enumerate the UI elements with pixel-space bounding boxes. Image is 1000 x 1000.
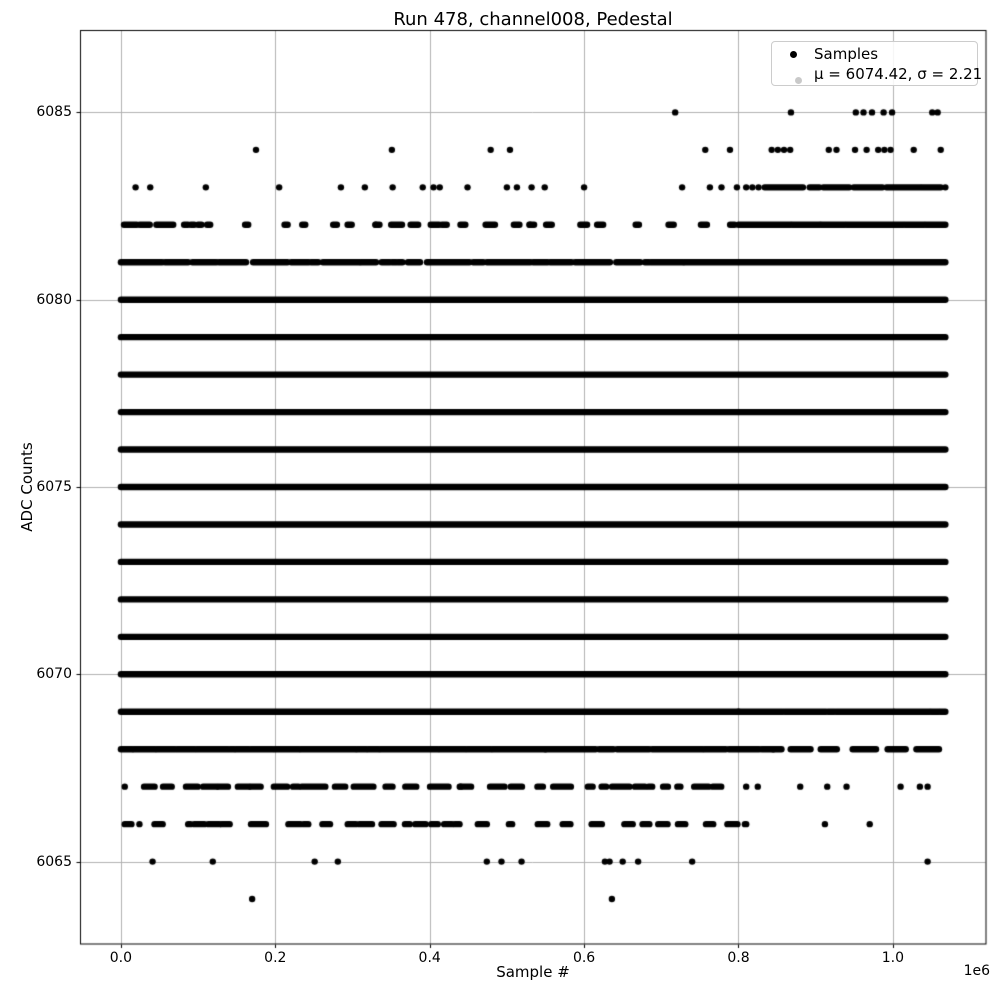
y-tick-label: 6065 (36, 853, 72, 870)
samples-dot-icon (790, 51, 797, 58)
y-tick-label: 6085 (36, 104, 72, 121)
y-tick-label: 6070 (36, 666, 72, 683)
x-axis-offset-label: 1e6 (963, 963, 990, 979)
y-axis-label: ADC Counts (18, 442, 36, 532)
y-tick-label: 6075 (36, 479, 72, 495)
legend-marker-cell (772, 71, 814, 78)
legend-marker-cell (772, 51, 814, 58)
legend-entry-stats (772, 64, 983, 84)
stats-dot-icon (795, 77, 802, 84)
legend-label-stats: μ = 6074.42, σ = 2.21 (814, 65, 983, 83)
x-tick-label: 0.8 (727, 950, 750, 966)
chart-title: Run 478, channel008, Pedestal (393, 9, 673, 30)
legend (771, 41, 983, 86)
legend-label-samples: Samples (814, 45, 879, 63)
x-tick-label: 0.6 (572, 950, 596, 966)
legend-entry-samples (772, 44, 977, 64)
x-tick-label: 0.2 (264, 950, 287, 966)
x-tick-label: 0.0 (109, 950, 133, 966)
x-tick-label: 0.4 (418, 950, 441, 966)
x-tick-label: 1.0 (881, 950, 904, 966)
y-tick-label: 6080 (36, 291, 72, 308)
x-axis-label: Sample # (496, 963, 570, 981)
